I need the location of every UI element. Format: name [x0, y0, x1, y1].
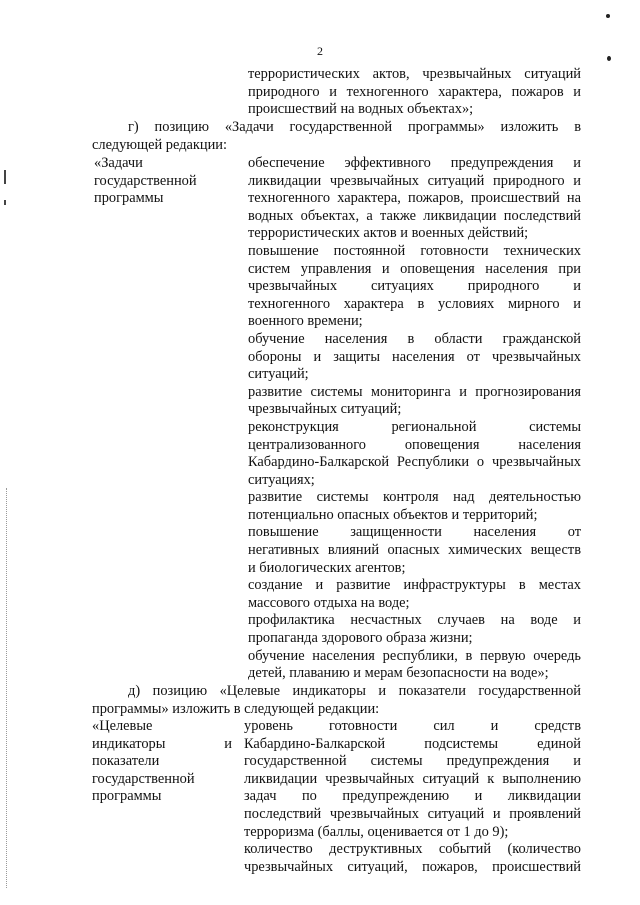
margin-mark — [4, 200, 6, 205]
text-line: террористических актов, чрезвычайных ситуаций — [248, 66, 581, 82]
text-line: профилактика несчастных случаев на воде и — [248, 612, 581, 629]
label-line: программы — [94, 190, 164, 207]
text-line: централизованного оповещения населения — [248, 436, 581, 453]
text-line: ликвидации чрезвычайных ситуаций к выполнению — [244, 770, 581, 787]
text-line: программы» изложить в следующей редакции: — [92, 700, 380, 717]
label-line: государственной — [94, 172, 197, 189]
text-line: повышение защищенности населения от — [248, 524, 581, 541]
list-item — [248, 524, 581, 577]
list-item — [248, 577, 581, 612]
text-line: чрезвычайных ситуаций; — [248, 401, 402, 418]
scan-edge — [6, 488, 7, 888]
section-d-intro — [92, 683, 581, 718]
list-item — [244, 841, 581, 876]
list-item — [248, 331, 581, 384]
text-line: обучение населения в области гражданской — [248, 330, 581, 347]
text-line: развитие системы контроля над деятельностью — [248, 489, 581, 506]
text-line: д) позицию «Целевые индикаторы и показатели государственной — [128, 683, 581, 699]
text-line: задач по предупреждению и ликвидации — [244, 788, 581, 805]
text-line: обучение населения республики, в первую очередь — [248, 647, 581, 664]
list-item — [248, 384, 581, 419]
text-line: происшествий на водных объектах»; — [248, 101, 474, 118]
label-line: «Целевые — [92, 718, 153, 734]
text-line: ситуациях; — [248, 471, 315, 488]
list-item — [248, 612, 581, 647]
text-line: Кабардино-Балкарской подсистемы единой — [244, 735, 581, 752]
text-line: терроризма (баллы, оценивается от 1 до 9); — [244, 823, 509, 840]
text-line: последствий чрезвычайных ситуаций и проявлений — [244, 805, 581, 822]
text-line: техногенного характера в условиях мирного и — [248, 295, 581, 312]
section-d-label — [92, 718, 232, 806]
text-line: развитие системы мониторинга и прогнозирования — [248, 383, 581, 400]
text-line: потенциально опасных объектов и территорий; — [248, 506, 538, 523]
scan-speck — [606, 14, 610, 18]
text-line: массового отдыха на воде; — [248, 594, 410, 611]
text-line: военного времени; — [248, 313, 363, 330]
text-line: Кабардино-Балкарской Республики о чрезвычайных — [248, 454, 581, 471]
text-line: природного и техногенного характера, пожаров и — [248, 83, 581, 100]
text-line: государственной системы предупреждения и — [244, 753, 581, 770]
page-number: 2 — [317, 44, 323, 58]
section-g-label — [94, 155, 234, 208]
list-item — [248, 155, 581, 243]
text-line: ситуаций; — [248, 366, 309, 383]
text-line: негативных влияний опасных химических веществ — [248, 542, 581, 559]
text-line: детей, плаванию и мерам безопасности на воде»; — [248, 665, 549, 682]
text-line: систем управления и оповещения населения при — [248, 260, 581, 277]
margin-mark — [4, 170, 6, 184]
label-line: государственной — [92, 770, 195, 787]
text-line: пропаганда здорового образа жизни; — [248, 630, 473, 647]
text-line: повышение постоянной готовности технических — [248, 242, 581, 259]
text-line: г) позицию «Задачи государственной программы» изложить в — [128, 119, 581, 135]
text-line: создание и развитие инфраструктуры в местах — [248, 577, 581, 594]
text-line: уровень готовности сил и средств — [244, 718, 581, 734]
label-line: программы — [92, 788, 162, 805]
text-line: террористических актов и военных действий; — [248, 225, 529, 242]
text-line: реконструкция региональной системы — [248, 418, 581, 435]
list-item — [248, 243, 581, 331]
section-g-items — [248, 155, 581, 683]
list-item — [248, 648, 581, 683]
list-item — [248, 419, 581, 489]
text-line: обороны и защиты населения от чрезвычайных — [248, 348, 581, 365]
top-continuation — [248, 66, 581, 119]
label-line: индикаторы и — [92, 735, 232, 752]
scan-speck — [607, 56, 611, 61]
text-line: и биологических агентов; — [248, 559, 406, 576]
text-line: следующей редакции: — [92, 136, 227, 153]
section-g-intro — [92, 119, 581, 154]
text-line: техногенного характера, пожаров, происшествий на — [248, 190, 581, 207]
list-item — [248, 489, 581, 524]
text-line: чрезвычайных ситуаций, пожаров, происшествий — [244, 858, 581, 875]
text-line: водных объектах, а также ликвидации последствий — [248, 207, 581, 224]
label-line: показатели — [92, 753, 160, 770]
text-line: ликвидации чрезвычайных ситуаций природного и — [248, 172, 581, 189]
text-line: чрезвычайных ситуациях природного и — [248, 278, 581, 295]
section-d-items — [244, 718, 581, 876]
text-line: обеспечение эффективного предупреждения и — [248, 155, 581, 171]
text-line: количество деструктивных событий (количество — [244, 841, 581, 858]
label-line: «Задачи — [94, 155, 143, 171]
list-item — [244, 718, 581, 841]
